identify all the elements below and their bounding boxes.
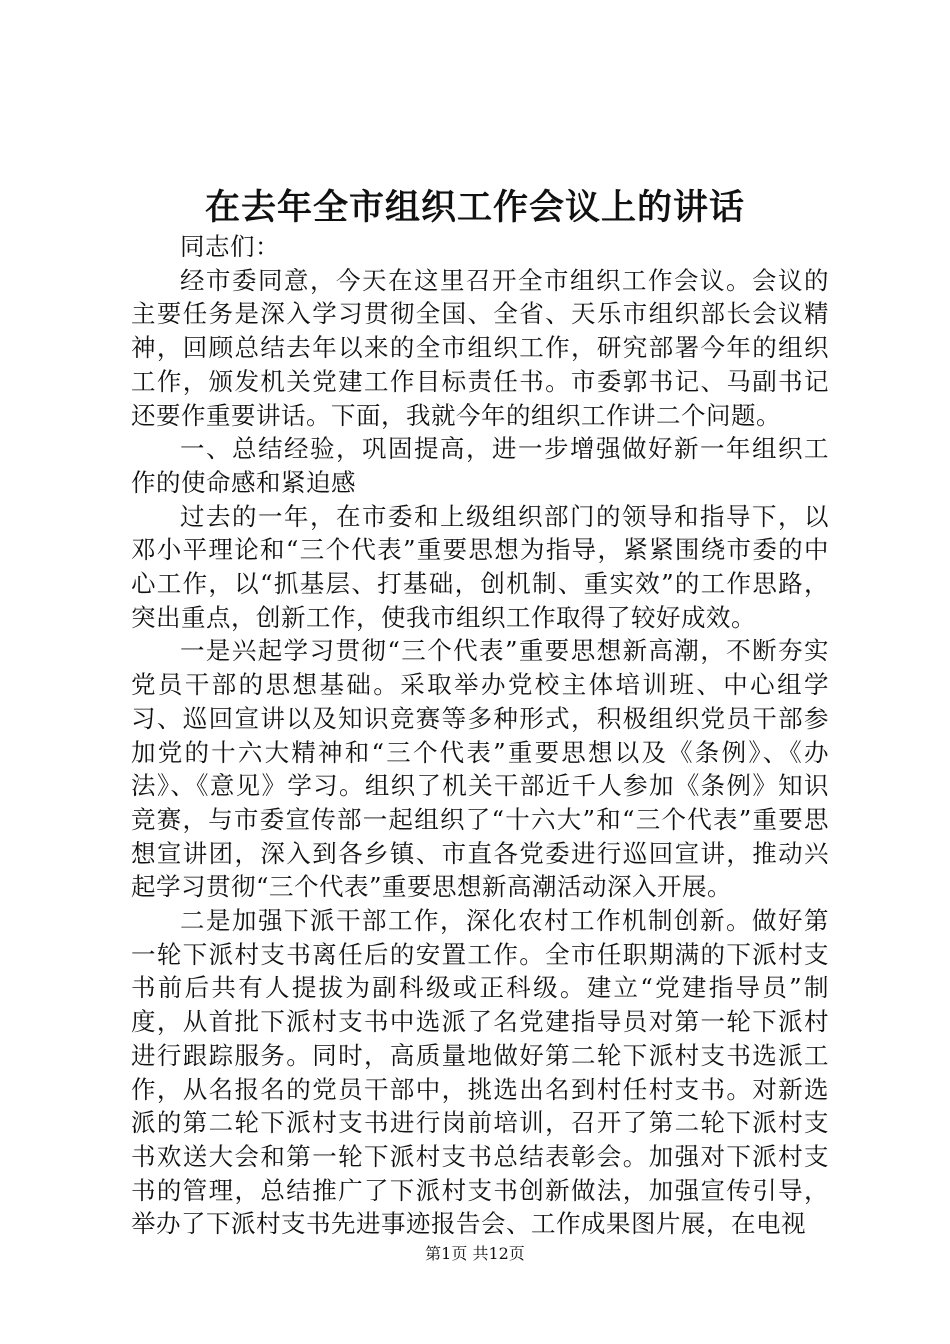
section-heading: 一、总结经验，巩固提高，进一步增强做好新一年组织工作的使命感和紧迫感 [131,434,829,497]
document-body [131,230,829,1241]
salutation: 同志们： [180,232,280,261]
page-number: 第1页 共12页 [425,1244,525,1263]
paragraph: 经市委同意，今天在这里召开全市组织工作会议。会议的主要任务是深入学习贯彻全国、全省、天乐市组织部长会议精神，回顾总结去年以来的全市组织工作，研究部署今年的组织工作，颁发机关党建工作目标责任书。市委郭书记、马副书记还要作重要讲话。下面，我就今年的组织工作讲二个问题。 [131,265,829,430]
paragraph: 二是加强下派干部工作，深化农村工作机制创新。做好第一轮下派村支书离任后的安置工作。全市任职期满的下派村支书前后共有人提拔为副科级或正科级。建立“党建指导员”制度，从首批下派村支书中选派了名党建指导员对第一轮下派村进行跟踪服务。同时，高质量地做好第二轮下派村支书选派工作，从名报名的党员干部中，挑选出名到村任村支书。对新选派的第二轮下派村支书进行岗前培训，召开了第二轮下派村支书欢送大会和第一轮下派村支书总结表彰会。加强对下派村支书的管理，总结推广了下派村支书创新做法，加强宣传引导，举办了下派村支书先进事迹报告会、工作成果图片展，在电视 [131,906,829,1239]
paragraph: 过去的一年，在市委和上级组织部门的领导和指导下，以邓小平理论和“三个代表”重要思想为指导，紧紧围绕市委的中心工作，以“抓基层、打基础，创机制、重实效”的工作思路，突出重点，创新工作，使我市组织工作取得了较好成效。 [131,501,829,632]
document-title: 在去年全市组织工作会议上的讲话 [204,187,745,228]
paragraph: 一是兴起学习贯彻“三个代表”重要思想新高潮，不断夯实党员干部的思想基础。采取举办党校主体培训班、中心组学习、巡回宣讲以及知识竞赛等多种形式，积极组织党员干部参加党的十六大精神和“三个代表”重要思想以及《条例》、《办法》、《意见》学习。组织了机关干部近千人参加《条例》知识竞赛，与市委宣传部一起组织了“十六大”和“三个代表”重要思想宣讲团，深入到各乡镇、市直各党委进行巡回宣讲，推动兴起学习贯彻“三个代表”重要思想新高潮活动深入开展。 [131,636,829,902]
